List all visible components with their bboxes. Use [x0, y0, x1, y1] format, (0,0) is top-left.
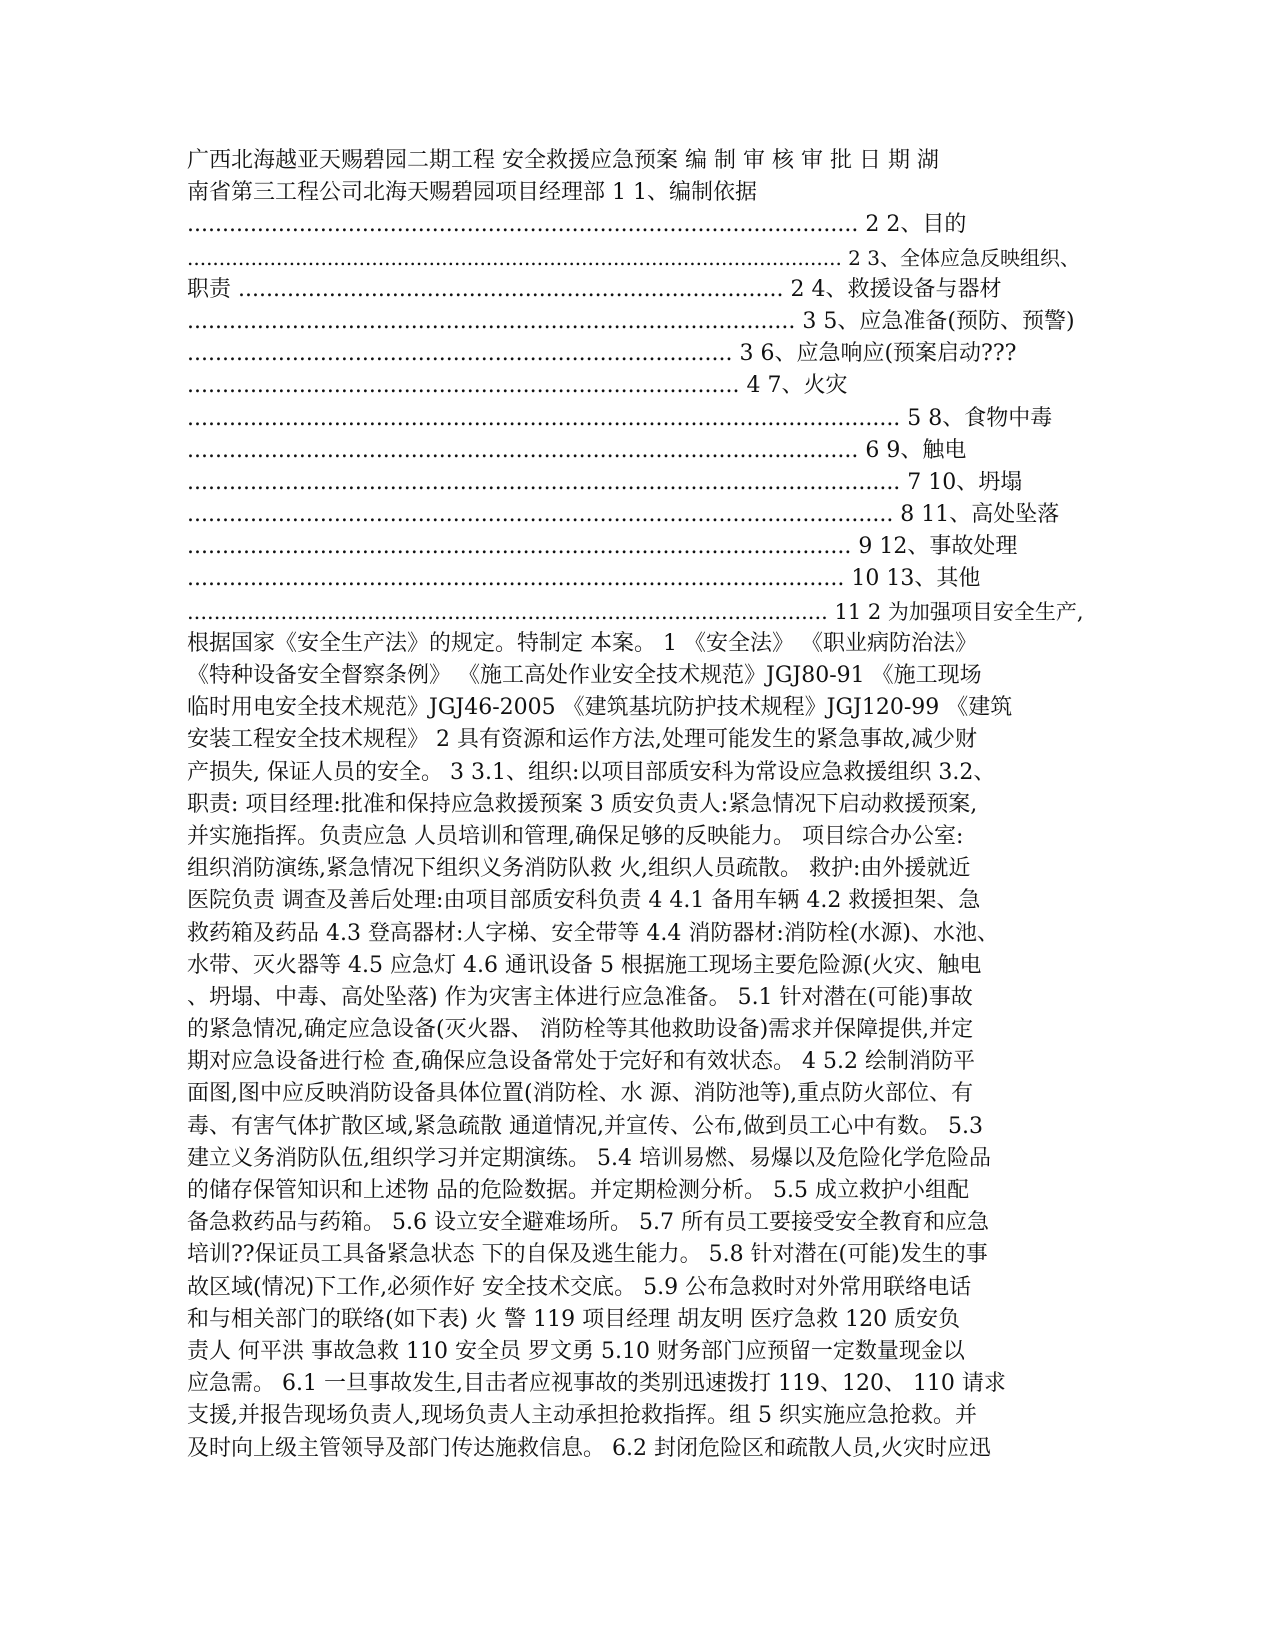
- toc-line: ...................................................................................................... 7 10、坍塌: [187, 469, 1023, 495]
- text-line: 安装工程安全技术规程》 2 具有资源和运作方法,处理可能发生的紧急事故,减少财: [187, 727, 977, 753]
- text-line: 建立义务消防队伍,组织学习并定期演练。 5.4 培训易燃、易爆以及危险化学危险品: [187, 1145, 991, 1171]
- toc-line: .............................................................................................. 10 13、其他: [187, 566, 981, 592]
- text-line: 期对应急设备进行检 查,确保应急设备常处于完好和有效状态。 4 5.2 绘制消防平: [187, 1049, 975, 1075]
- text-line: 应急需。 6.1 一旦事故发生,目击者应视事故的类别迅速拨打 119、120、 110 请求: [187, 1371, 1006, 1397]
- text-line: 、坍塌、中毒、高处坠落) 作为灾害主体进行应急准备。 5.1 针对潜在(可能)事故: [187, 984, 973, 1010]
- toc-line: ................................................................................................ 6 9、触电: [187, 437, 967, 463]
- text-line: 及时向上级主管领导及部门传达施救信息。 6.2 封闭危险区和疏散人员,火灾时应迅: [187, 1435, 991, 1461]
- text-line: 水带、灭火器等 4.5 应急灯 4.6 通讯设备 5 根据施工现场主要危险源(火灾、触电: [187, 952, 982, 978]
- document-page: [187, 145, 1092, 1465]
- text-line: 《特种设备安全督察条例》 《施工高处作业安全技术规范》JGJ80-91 《施工现场: [187, 663, 982, 688]
- text-line: 医院负责 调查及善后处理:由项目部质安科负责 4 4.1 备用车辆 4.2 救援担架、急: [187, 888, 981, 914]
- text-line: 毒、有害气体扩散区域,紧急疏散 通道情况,并宣传、公布,做到员工心中有数。 5.3: [187, 1113, 983, 1139]
- text-line: 支援,并报告现场负责人,现场负责人主动承担抢救指挥。组 5 织实施应急抢救。并: [187, 1403, 977, 1429]
- toc-line: ....................................................................................... 3 5、应急准备(预防、预警): [187, 308, 1075, 334]
- text-line: 救药箱及药品 4.3 登高器材:人字梯、安全带等 4.4 消防器材:消防栓(水源)、水池、: [187, 920, 999, 946]
- text-line: 备急救药品与药箱。 5.6 设立安全避难场所。 5.7 所有员工要接受安全教育和应急: [187, 1210, 989, 1236]
- text-line: 故区域(情况)下工作,必须作好 安全技术交底。 5.9 公布急救时对外常用联络电话: [187, 1274, 972, 1300]
- toc-line: ..................................................................................................... 8 11、高处坠落: [187, 502, 1060, 528]
- toc-line: 职责 .............................................................................. 2 4、救援设备与器材: [187, 276, 1002, 302]
- text-line: 责人 何平洪 事故急救 110 安全员 罗文勇 5.10 财务部门应预留一定数量现金以: [187, 1338, 965, 1364]
- text-line: 产损失, 保证人员的安全。 3 3.1、组织:以项目部质安科为常设应急救援组织 3.2、: [187, 759, 996, 785]
- text-line: 组织消防演练,紧急情况下组织义务消防队救 火,组织人员疏散。 救护:由外援就近: [187, 856, 971, 882]
- toc-line: ............................................................................................... 9 12、事故处理: [187, 534, 1018, 560]
- text-line: 培训??保证员工具备紧急状态 下的自保及逃生能力。 5.8 针对潜在(可能)发生的事: [187, 1242, 988, 1268]
- text-line: 临时用电安全技术规范》JGJ46-2005 《建筑基坑防护技术规程》JGJ120-99 《建筑: [187, 695, 1013, 721]
- toc-line: ................................................................................................ 2 2、目的: [187, 212, 967, 238]
- toc-line: .............................................................................. 3 6、应急响应(预案启动???: [187, 341, 1017, 367]
- text-line: 职责: 项目经理:批准和保持应急救援预案 3 质安负责人:紧急情况下启动救援预案,: [187, 791, 978, 817]
- text-line: 的储存保管知识和上述物 品的危险数据。并定期检测分析。 5.5 成立救护小组配: [187, 1178, 969, 1203]
- text-line: 南省第三工程公司北海天赐碧园项目经理部 1 1、编制依据: [187, 180, 757, 206]
- text-line: 和与相关部门的联络(如下表) 火 警 119 项目经理 胡友明 医疗急救 120 质安负: [187, 1306, 961, 1332]
- text-line: 并实施指挥。负责应急 人员培训和管理,确保足够的反映能力。 项目综合办公室:: [187, 823, 964, 849]
- text-line: 的紧急情况,确定应急设备(灭火器、 消防栓等其他救助设备)需求并保障提供,并定: [187, 1017, 974, 1043]
- toc-line: ....................................................................................................... 2 3、全体应急反映组织、: [187, 245, 1080, 270]
- toc-line: ................................................................................................ 11 2 为加强项目安全生产,: [187, 599, 1084, 624]
- toc-line: ............................................................................... 4 7、火灾: [187, 373, 848, 399]
- text-line: 根据国家《安全生产法》的规定。特制定 本案。 1 《安全法》 《职业病防治法》: [187, 630, 977, 656]
- text-line: 广西北海越亚天赐碧园二期工程 安全救援应急预案 编 制 审 核 审 批 日 期 湖: [187, 148, 939, 173]
- toc-line: ...................................................................................................... 5 8、食物中毒: [187, 405, 1053, 431]
- text-line: 面图,图中应反映消防设备具体位置(消防栓、水 源、消防池等),重点防火部位、有: [187, 1081, 974, 1107]
